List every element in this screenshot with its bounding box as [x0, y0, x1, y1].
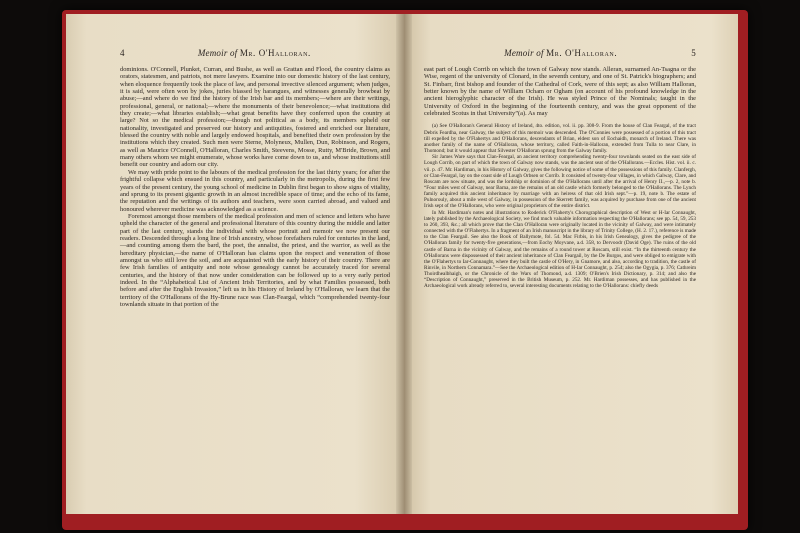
left-paragraph: Foremost amongst those members of the medical profession and men of science and letters who have upheld the character of the general and professional literature of this country during the middle and latter part of the last century, stands the individual with whose portrait and memoir we now present our readers. Descended through a long line of Irish ancestry, whose forefathers ruled for centuries in the land,—and counting among them the bard, the poet, the annalist, the priest, and the warrior, as well as the hereditary physician,—the name of O'Halloran has claims upon the respect and veneration of those amongst us who still love the soil, and are acquainted with the early history of their country. There are few Irish families of antiquity and note whose genealogy cannot be accurately traced for several centuries, and the history of that now under consideration can be followed up to a very early period indeed. In the “Alphabetical List of Ancient Irish Territories, and by what Families possessed, both before and after the English Invasion,” left us in his History of Ireland by O'Halloran, we learn that the territory of the O'Hallorans of the Hy-Brune race was Clan-Feargal, which “comprehended twenty-four townlands situate in that portion of the	[120, 212, 390, 308]
footnote: Sir James Ware says that Clan-Feargal, an ancient territory comprehending twenty-four townlands seated on the east side of Lough Corrib, on part of which the town of Galway now stands, was the ancient seat of the O'Hallorans.—Eccles. Hist. vol. ii. c. vii. p. 47. Mr. Hardiman, in his History of Galway, gives the following notice of some of the possessions of this family. Clanfergh, or Clan-Feargal, lay on the coast side of Lough Orbsen or Corrib. It consisted of twenty-four villages, in which Galway, Clare, and Roscam are now situate, and was the lordship or dominion of the O'Hallorans until after the arrival of Henry II.,—p. 2, note b. “Four miles west of Galway, near Barna, are the remains of an old castle which formerly belonged to the O'Hallorans. The Lynch family acquired this ancient inheritance by marriage with an heiress of that old Irish sept.”—p. 19, note b. The estate of Pulnorouly, about a mile west of Galway, in possession of the Skerrett family, was acquired by purchase from one of the ancient Irish sept of the O'Hallorans, who were original proprietors of the entire district.	[424, 154, 696, 210]
right-paragraph: east part of Lough Corrib on which the town of Galway now stands. Alleran, surnamed An-Tsagna or the Wise, regent of the university of Clonard, in the seventh century, and one of St. Patrick's biographers; and St. Finbarr, first bishop and founder of the Cathedral of Cork, were of this sept; as also William Halloran, better known by the name of William Ocham or Ogham (on account of his profound knowledge in the ancient hieroglyphic character of the Irish). He was styled Prince of the Nominals; taught in the University of Oxford in the beginning of the fourteenth century, and was the great opponent of the celebrated Scotus in that University”(a). As may	[424, 66, 696, 118]
book-gutter	[396, 14, 412, 514]
left-paragraph: We may with pride point to the labours of the medical profession for the last thirty years; for after the frightful collapse which ensued in this country, and particularly in the metropolis, during the first few years of the present century, the young school of medicine in Dublin first began to show signs of vitality, and sprung to its present gigantic growth in an almost incredible space of time; and the echo of its fame, the reputation and the writings of its authors and teachers, were soon carried abroad, and valued and honoured wherever medicine was acknowledged as a science.	[120, 168, 390, 213]
footnote: In Mr. Hardiman's notes and illustrations to Roderick O'Flaherty's Chorographical description of West or H-Iar Connaught, lately published by the Archaeological Society, we find much valuable information respecting the O'Hallorans; see pp. 54, 59, 253 to 260, 393, &c.; all which prove that the Clan O'Halloran were originally located in the vicinity of Galway, and were intimately connected with the O'Flahertys. In a fragment of an Irish manuscript in the library of Trinity College, (H. 2. 17.), reference is made to the Clan Feargail. See also the Book of Ballymote, fol. 54. Mac Firbis, in his Irish Genealogy, gives the pedigree of the O'Halloran family for twenty-five generations,—from Eochy Moyvane, a.d. 358, to Dervoodr (David Oge). The ruins of the old castle of Barna in the vicinity of Galway, and the remains of a round tower at Roscam, still exist. “In the thirteenth century the O'Hallorans were dispossessed of their ancient inheritance of Clan Feargail, by the De Burgos, and were obliged to emigrate with the O'Flahertys to Iar-Connaught, where they built the castle of O'Hery, in Gnamore, and also, according to tradition, the castle of Rinvile, in Northern Connamara.”—See the Archaeological edition of H-Iar Connaught, p. 254; also the Ogygia, p. 376; Cathreim Thoirdhealbhaigh, or the Chronicle of the Wars of Thomond, a.d. 1309; O'Brien's Irish Dictionary, p. 314; and also the “Description of Connaught,” preserved in the British Museum, p. 252. Mr. Hardiman possesses, and has published in the Archaeological work already referred to, several interesting documents relating to the O'Hallorans: chiefly deeds	[424, 209, 696, 290]
left-page-number: 4	[120, 48, 125, 58]
footnotes	[424, 123, 696, 289]
right-running-title: Memoir of Mr. O'Halloran.	[504, 48, 618, 58]
left-body-text	[120, 66, 390, 308]
right-page	[404, 14, 738, 514]
left-running-head	[120, 48, 390, 58]
footnote: (a) See O'Halloran's General History of Ireland, 4to. edition, vol. ii. pp. 308-9. From the house of Clan Feargal, of the tract Debris Feardha, near Galway, the subject of this memoir was descended. The O'Connies were possessed of a portion of this tract till expelled by the O'Flahertys and O'Hallorans, descendants of Brian, eldest son of Eochaidh, monarch of Ireland. There was another family of the name of O'Halloran, whose territory, called Faith-in-Halloran, extended from Tulla to near Clare, in Thomond; but it would appear that Silvester O'Halloran sprung from the Galway family.	[424, 123, 696, 155]
right-page-number: 5	[691, 48, 696, 58]
right-body-text	[424, 66, 696, 117]
left-page	[66, 14, 406, 514]
left-running-title: Memoir of Mr. O'Halloran.	[197, 48, 311, 58]
right-running-head	[424, 48, 696, 58]
left-paragraph: dominions. O'Connell, Plunket, Curran, and Bushe, as well as Grattan and Flood, the country claims as orators, statesmen, and patriots, not mere lawyers. Examine into our domestic history of the last century, when eloquence frequently took the place of law, and personal invective silenced argument; when judges, it is said, were often won by jokes, juries biassed by harangues, and witnesses generally browbeat by abuse;—and where do we find the history of the Irish bar and its members;—where are their writings, professional, general, or national;—where the monuments of their benevolence;—what institutions did they create;—what libraries establish;—what great benefits have they conferred upon the country at large? Not so the medical profession;—though not political as a body, its members upheld our nationality, investigated and preserved our history and antiquities, fostered and enriched our literature, blessed the country with noble and largely endowed hospitals, and benefited their own profession by the institutions which they created. Such men were Sterne, Molyneux, Mullen, Dun, Robinson, and Rogers, as well as Maurice O'Connell, O'Halloran, Charles Smith, Steevens, Mosse, Rutty, M'Bride, Brown, and many others whom we might enumerate, whose works have come down to us, and whose institutions still benefit our country and adorn our city.	[120, 66, 390, 169]
